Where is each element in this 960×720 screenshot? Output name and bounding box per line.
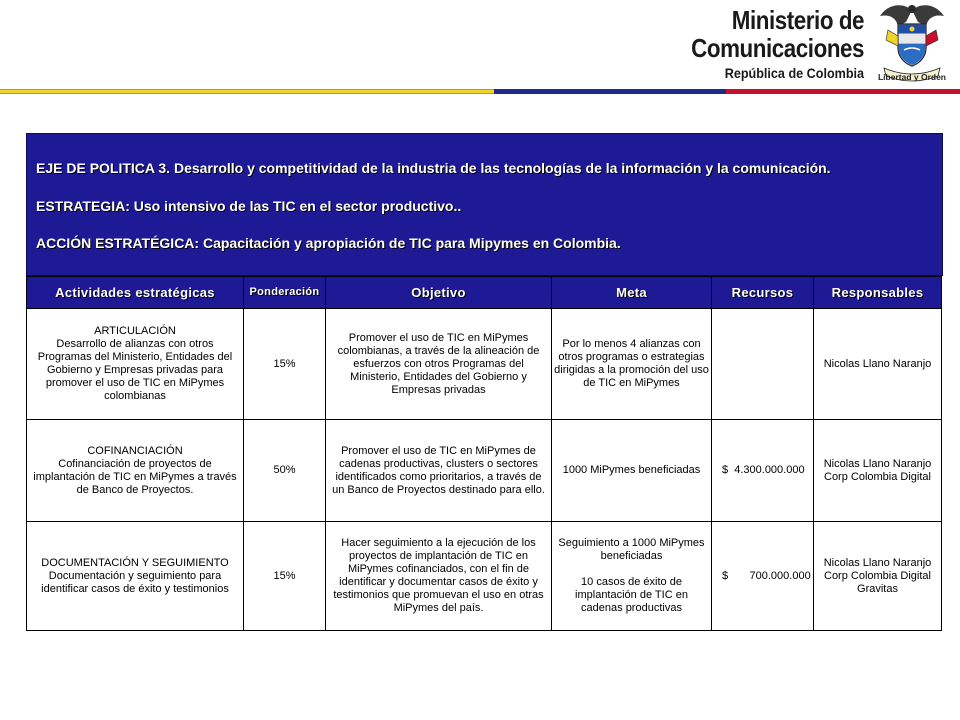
objective-cell: Hacer seguimiento a la ejecución de los proyectos de implantación de TIC en MiPymes cofinanciados, con el fin de identificar y documentar casos de éxito y testimonios que promuevan el uso en otras MiPymes del país. — [326, 522, 552, 631]
goal-text: 10 casos de éxito de implantación de TIC en cadenas productivas — [575, 576, 688, 614]
policy-banner — [26, 133, 943, 276]
activity-title: ARTICULACIÓN — [94, 325, 176, 337]
header-objective: Objetivo — [326, 277, 552, 309]
objective-cell: Promover el uso de TIC en MiPymes de cadenas productivas, clusters o sectores identificados como prioritarios, a través de un Banco de Proyectos destinado para ello. — [326, 420, 552, 522]
weight-cell: 15% — [244, 309, 326, 420]
goal-cell: Por lo menos 4 alianzas con otros programas o estrategias dirigidas a la promoción del uso de TIC en MiPymes — [552, 309, 712, 420]
resources-cell — [712, 309, 814, 420]
responsible-name: Nicolas Llano Naranjo — [823, 357, 932, 370]
goal-text: Seguimiento a 1000 MiPymes beneficiadas — [558, 537, 705, 562]
table-row — [27, 420, 942, 522]
goal-cell: 1000 MiPymes beneficiadas — [552, 420, 712, 522]
responsible-cell — [814, 420, 942, 522]
flag-stripe-red — [726, 89, 960, 94]
activity-cell — [27, 309, 244, 420]
ministry-line1: Ministerio de — [731, 5, 864, 35]
flag-stripe-yellow — [0, 89, 494, 94]
goal-spacer — [554, 563, 709, 576]
table-row — [27, 309, 942, 420]
strategy-line: ESTRATEGIA: Uso intensivo de las TIC en el sector productivo.. — [36, 198, 462, 214]
responsible-name: Gravitas — [857, 582, 898, 595]
objective-cell: Promover el uso de TIC en MiPymes colombianas, a través de la alineación de esfuerzos con otros Programas del Ministerio, Entidades del Gobierno y Empresas privadas — [326, 309, 552, 420]
activities-table — [26, 276, 942, 631]
motto: Libertad y Orden — [877, 72, 946, 82]
activity-description: Desarrollo de alianzas con otros Programas del Ministerio, Entidades del Gobierno y Empresas privadas para promover el uso de TIC en MiPymes colombianas — [37, 338, 233, 402]
header-resources: Recursos — [712, 277, 814, 309]
responsible-cell — [814, 522, 942, 631]
responsible-cell — [814, 309, 942, 420]
ministry-line2: Comunicaciones — [691, 33, 864, 63]
table-header-row — [27, 277, 942, 309]
weight-cell: 50% — [244, 420, 326, 522]
responsible-name: Nicolas Llano Naranjo — [823, 556, 932, 569]
activity-title: COFINANCIACIÓN — [87, 444, 183, 457]
responsible-name: Nicolas Llano Naranjo — [823, 457, 932, 470]
header-weight: Ponderación — [244, 277, 326, 309]
resources-cell: $ 4.300.000.000 — [712, 420, 814, 522]
resources-cell: $ 700.000.000 — [712, 522, 814, 631]
activity-description: Documentación y seguimiento para identificar casos de éxito y testimonios — [41, 569, 229, 595]
responsible-name: Corp Colombia Digital — [824, 569, 931, 582]
flag-stripe-blue — [494, 89, 726, 94]
header-responsible: Responsables — [814, 277, 942, 309]
table-row — [27, 522, 942, 631]
activity-cell — [27, 420, 244, 522]
weight-cell: 15% — [244, 522, 326, 631]
strategic-action-line: ACCIÓN ESTRATÉGICA: Capacitación y apropiación de TIC para Mipymes en Colombia. — [36, 235, 621, 251]
policy-axis: EJE DE POLITICA 3. Desarrollo y competitividad de la industria de las tecnologías de la información y la comunicación. — [36, 160, 831, 176]
goal-cell — [552, 522, 712, 631]
activity-cell — [27, 522, 244, 631]
responsible-name: Corp Colombia Digital — [824, 470, 931, 483]
ministry-title — [663, 6, 864, 82]
activity-description: Cofinanciación de proyectos de implantación de TIC en MiPymes a través de Banco de Proyectos. — [33, 457, 237, 496]
header-goal: Meta — [552, 277, 712, 309]
country-name: República de Colombia — [724, 65, 864, 81]
header-activities: Actividades estratégicas — [27, 277, 244, 309]
activity-title: DOCUMENTACIÓN Y SEGUIMIENTO — [41, 556, 229, 569]
